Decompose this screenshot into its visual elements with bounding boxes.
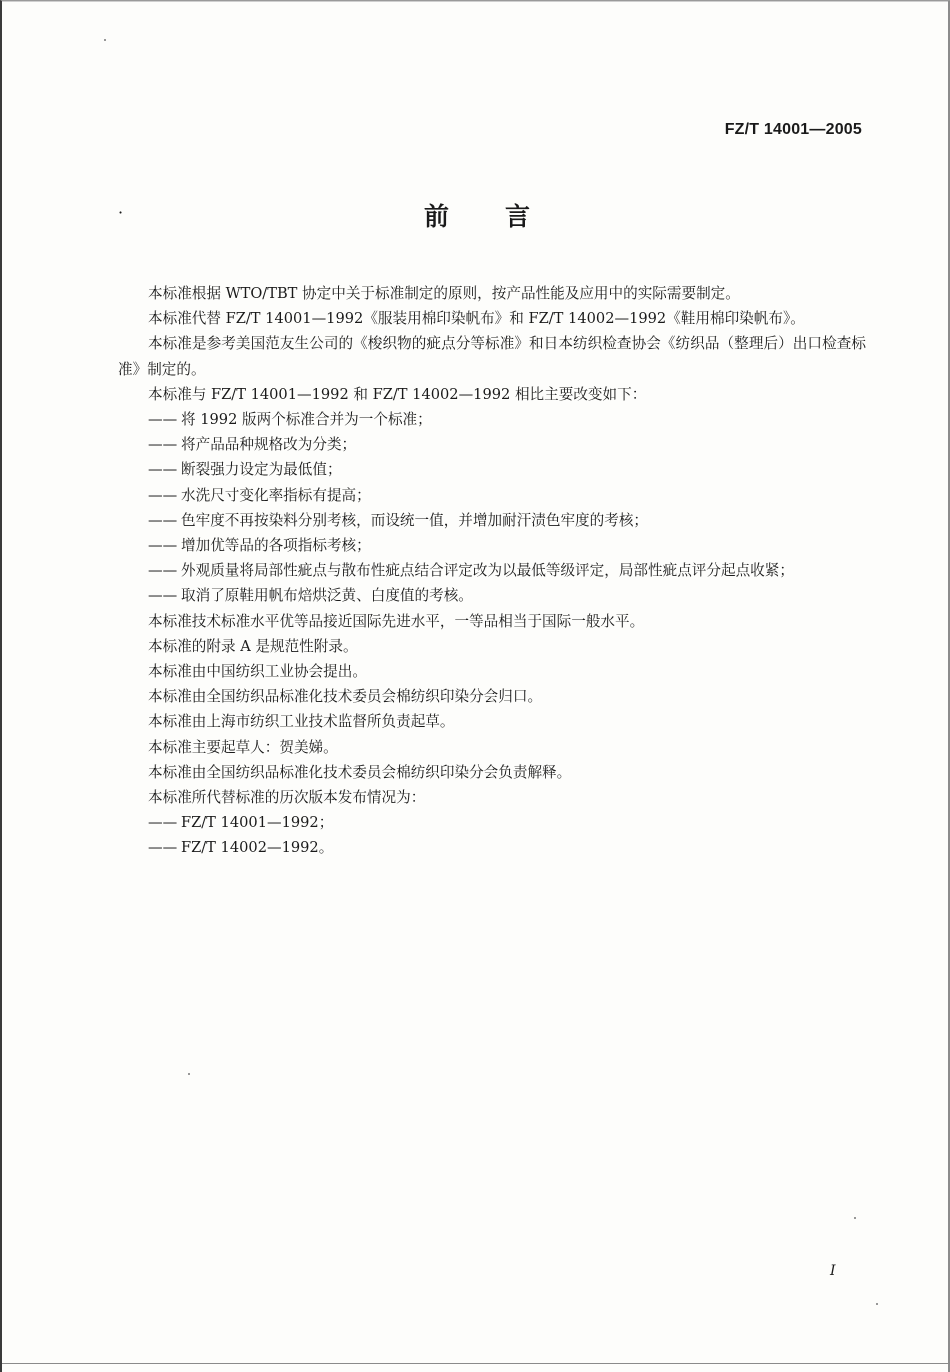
- paragraph-replaces: 本标准代替 FZ/T 14001—1992《服装用棉印染帆布》和 FZ/T 14002—1992《鞋用棉印染帆布》。: [148, 310, 805, 328]
- dash-mark: ——: [148, 436, 178, 454]
- title-char-2: 言: [505, 202, 587, 231]
- bottom-border-line: [2, 1363, 950, 1364]
- change-item-text: 增加优等品的各项指标考核；: [181, 537, 371, 555]
- dash-mark: ——: [148, 511, 178, 529]
- scan-speck: [854, 1217, 856, 1219]
- dash-mark: ——: [148, 486, 178, 504]
- dash-mark: ——: [148, 562, 178, 580]
- paragraph-history-intro: 本标准所代替标准的历次版本发布情况为：: [148, 789, 426, 807]
- paragraph-basis: 本标准根据 WTO/TBT 协定中关于标准制定的原则，按产品性能及应用中的实际需要制定。: [148, 285, 740, 302]
- change-item: [118, 407, 866, 432]
- history-item: [118, 810, 866, 835]
- change-item: [118, 583, 866, 608]
- history-item-text: FZ/T 14001—1992；: [181, 814, 334, 832]
- scan-speck: [188, 1073, 190, 1075]
- history-item: [118, 835, 866, 860]
- page-number: I: [830, 1263, 836, 1279]
- paragraph-references: 本标准是参考美国范友生公司的《梭织物的疵点分等标准》和日本纺织检查协会《纺织品（整理后）出口检查标准》制定的。: [118, 335, 866, 378]
- paragraph-drafters: 本标准主要起草人：贺美娣。: [148, 738, 338, 756]
- change-item-text: 外观质量将局部性疵点与散布性疵点结合评定改为以最低等级评定，局部性疵点评分起点收紧；: [181, 562, 794, 580]
- change-item-text: 将产品品种规格改为分类；: [181, 436, 357, 454]
- dash-mark: ——: [148, 537, 178, 555]
- paragraph-proposed-by: 本标准由中国纺织工业协会提出。: [148, 663, 367, 681]
- scan-speck: [876, 1303, 878, 1305]
- change-item: [118, 483, 866, 508]
- change-item-text: 水洗尺寸变化率指标有提高；: [181, 486, 371, 504]
- body-text: [118, 281, 866, 861]
- dash-mark: ——: [148, 587, 178, 605]
- title-char-1: 前: [423, 202, 505, 231]
- top-border-line: [2, 1, 950, 2]
- change-item-text: 色牢度不再按染料分别考核，而设统一值，并增加耐汗渍色牢度的考核；: [181, 511, 649, 529]
- history-item-text: FZ/T 14002—1992。: [181, 839, 334, 857]
- paragraph-interpreted-by: 本标准由全国纺织品标准化技术委员会棉纺织印染分会负责解释。: [148, 763, 572, 781]
- dash-mark: ——: [148, 411, 178, 429]
- dash-mark: ——: [148, 814, 178, 832]
- paragraph-managed-by: 本标准由全国纺织品标准化技术委员会棉纺织印染分会归口。: [148, 688, 543, 706]
- paragraph-changes-intro: 本标准与 FZ/T 14001—1992 和 FZ/T 14002—1992 相比主要改变如下：: [148, 385, 647, 403]
- change-item: [118, 558, 866, 583]
- margin-dot: ·: [118, 203, 124, 222]
- change-item: [118, 432, 866, 457]
- page-title: [2, 197, 950, 233]
- change-item-text: 将 1992 版两个标准合并为一个标准；: [181, 411, 432, 429]
- scan-speck: [104, 39, 106, 41]
- change-item-text: 取消了原鞋用帆布焙烘泛黄、白度值的考核。: [181, 587, 473, 605]
- standard-code: FZ/T 14001—2005: [724, 121, 862, 138]
- paragraph-appendix: 本标准的附录 A 是规范性附录。: [148, 637, 358, 655]
- change-item: [118, 508, 866, 533]
- dash-mark: ——: [148, 461, 178, 479]
- change-item-text: 断裂强力设定为最低值；: [181, 461, 342, 479]
- paragraph-technical-level: 本标准技术标准水平优等品接近国际先进水平，一等品相当于国际一般水平。: [148, 612, 645, 630]
- change-item: [118, 533, 866, 558]
- dash-mark: ——: [148, 839, 178, 857]
- paragraph-drafted-by: 本标准由上海市纺织工业技术监督所负责起草。: [148, 713, 455, 731]
- change-item: [118, 457, 866, 482]
